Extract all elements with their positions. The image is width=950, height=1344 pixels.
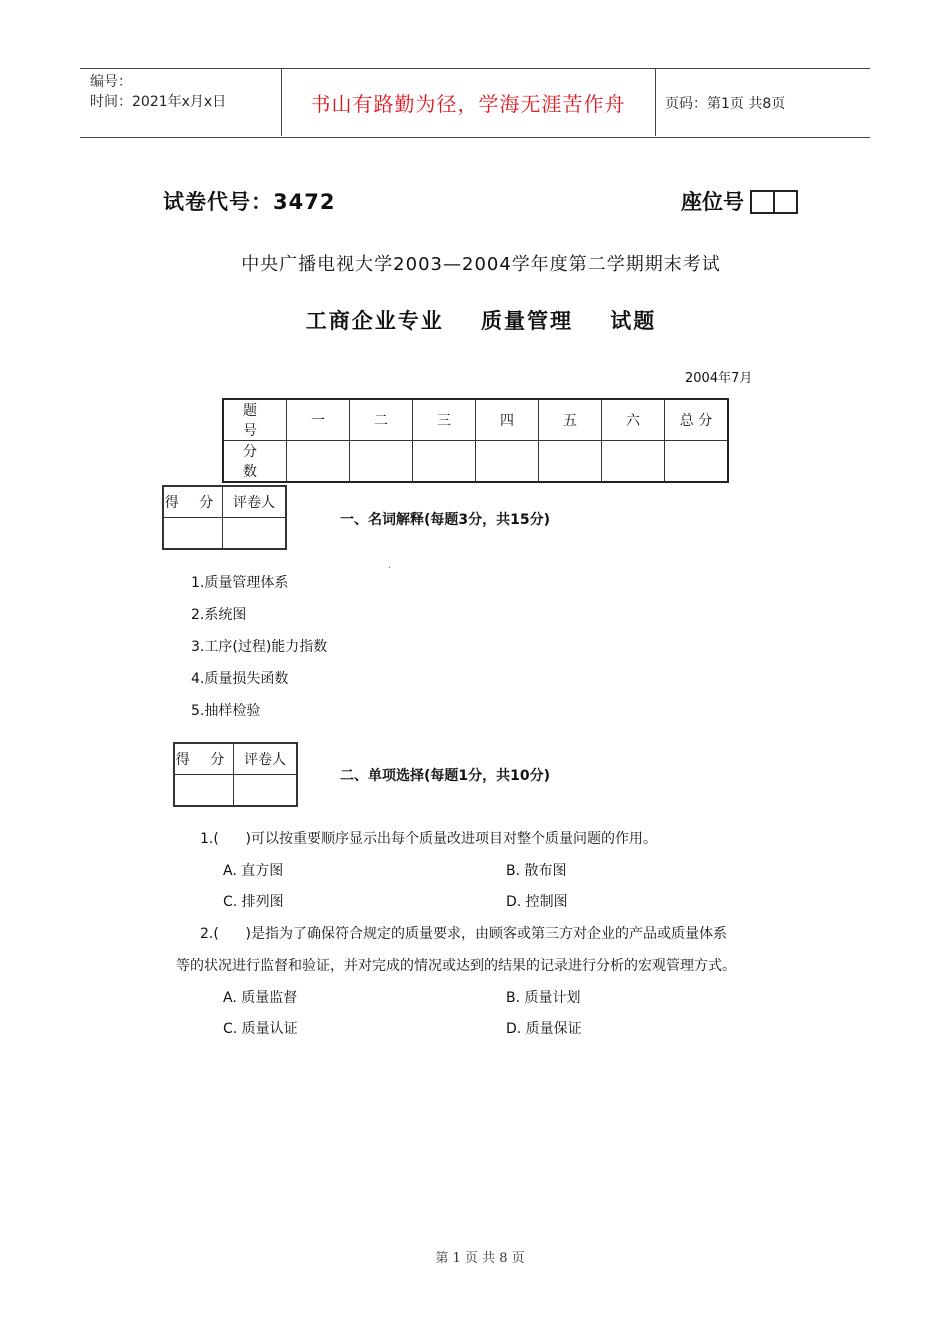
grader-header: 评卷人 — [234, 743, 298, 775]
section-1-title: 一、名词解释(每题3分，共15分) — [340, 512, 551, 528]
score-cell[interactable] — [602, 441, 665, 483]
score-header: 得 分 — [174, 743, 234, 775]
score-row — [223, 441, 728, 483]
score-header: 得 分 — [163, 486, 223, 518]
term-item: 3.工序(过程)能力指数 — [191, 639, 328, 655]
question-1-option-c[interactable]: C. 排列图 — [223, 894, 284, 910]
header-meta — [90, 72, 226, 112]
term-item: 4.质量损失函数 — [191, 671, 289, 687]
row-label: 分 数 — [223, 441, 287, 483]
seat-number-box — [750, 190, 798, 214]
score-cell[interactable] — [665, 441, 729, 483]
column-header: 一 — [287, 399, 350, 441]
question-1-option-a[interactable]: A. 直方图 — [223, 863, 284, 879]
score-cell[interactable] — [287, 441, 350, 483]
row-label: 题 号 — [223, 399, 287, 441]
term-item: 1.质量管理体系 — [191, 575, 289, 591]
score-cell[interactable] — [350, 441, 413, 483]
subject-title: 工商企业专业 质量管理 试题 — [305, 309, 657, 333]
column-header: 二 — [350, 399, 413, 441]
column-header: 五 — [539, 399, 602, 441]
question-2-option-d[interactable]: D. 质量保证 — [506, 1021, 582, 1037]
grader-header: 评卷人 — [223, 486, 287, 518]
score-cell[interactable] — [413, 441, 476, 483]
question-1-option-d[interactable]: D. 控制图 — [506, 894, 568, 910]
term-item: 2.系统图 — [191, 607, 247, 623]
question-2-option-a[interactable]: A. 质量监督 — [223, 990, 298, 1006]
grader-input-cell[interactable] — [234, 775, 298, 807]
score-cell[interactable] — [476, 441, 539, 483]
question-1-option-b[interactable]: B. 散布图 — [506, 863, 567, 879]
number-label: 编号： — [90, 74, 132, 90]
column-header: 三 — [413, 399, 476, 441]
university-line: 中央广播电视大学2003—2004学年度第二学期期末考试 — [241, 254, 721, 275]
column-header: 六 — [602, 399, 665, 441]
exam-code: 试卷代号：3472 — [163, 190, 336, 214]
stray-mark: · — [388, 563, 392, 574]
score-input-cell[interactable] — [163, 518, 223, 550]
score-input-cell[interactable] — [174, 775, 234, 807]
section-2-title: 二、单项选择(每题1分，共10分) — [340, 768, 551, 784]
header-page-info: 页码：第1页 共8页 — [665, 96, 786, 112]
question-2-option-b[interactable]: B. 质量计划 — [506, 990, 581, 1006]
time-label: 时间：2021年x月x日 — [90, 94, 227, 110]
question-number-row — [223, 399, 728, 441]
column-header: 总 分 — [665, 399, 729, 441]
grader-box — [173, 742, 298, 807]
header-divider — [655, 68, 656, 136]
column-header: 四 — [476, 399, 539, 441]
page-footer: 第 1 页 共 8 页 — [435, 1251, 525, 1266]
question-2-stem: 2.( )是指为了确保符合规定的质量要求，由顾客或第三方对企业的产品或质量体系 — [200, 926, 727, 942]
grader-box — [162, 485, 287, 550]
score-table — [222, 398, 729, 483]
question-1-stem: 1.( )可以按重要顺序显示出每个质量改进项目对整个质量问题的作用。 — [200, 831, 657, 847]
grader-input-cell[interactable] — [223, 518, 287, 550]
question-2-option-c[interactable]: C. 质量认证 — [223, 1021, 298, 1037]
header-motto: 书山有路勤为径，学海无涯苦作舟 — [310, 91, 626, 116]
seat-label: 座位号 — [681, 190, 744, 214]
score-cell[interactable] — [539, 441, 602, 483]
term-item: 5.抽样检验 — [191, 703, 261, 719]
exam-date: 2004年7月 — [685, 371, 753, 386]
question-2-stem-continued: 等的状况进行监督和验证，并对完成的情况或达到的结果的记录进行分析的宏观管理方式。 — [176, 958, 736, 974]
